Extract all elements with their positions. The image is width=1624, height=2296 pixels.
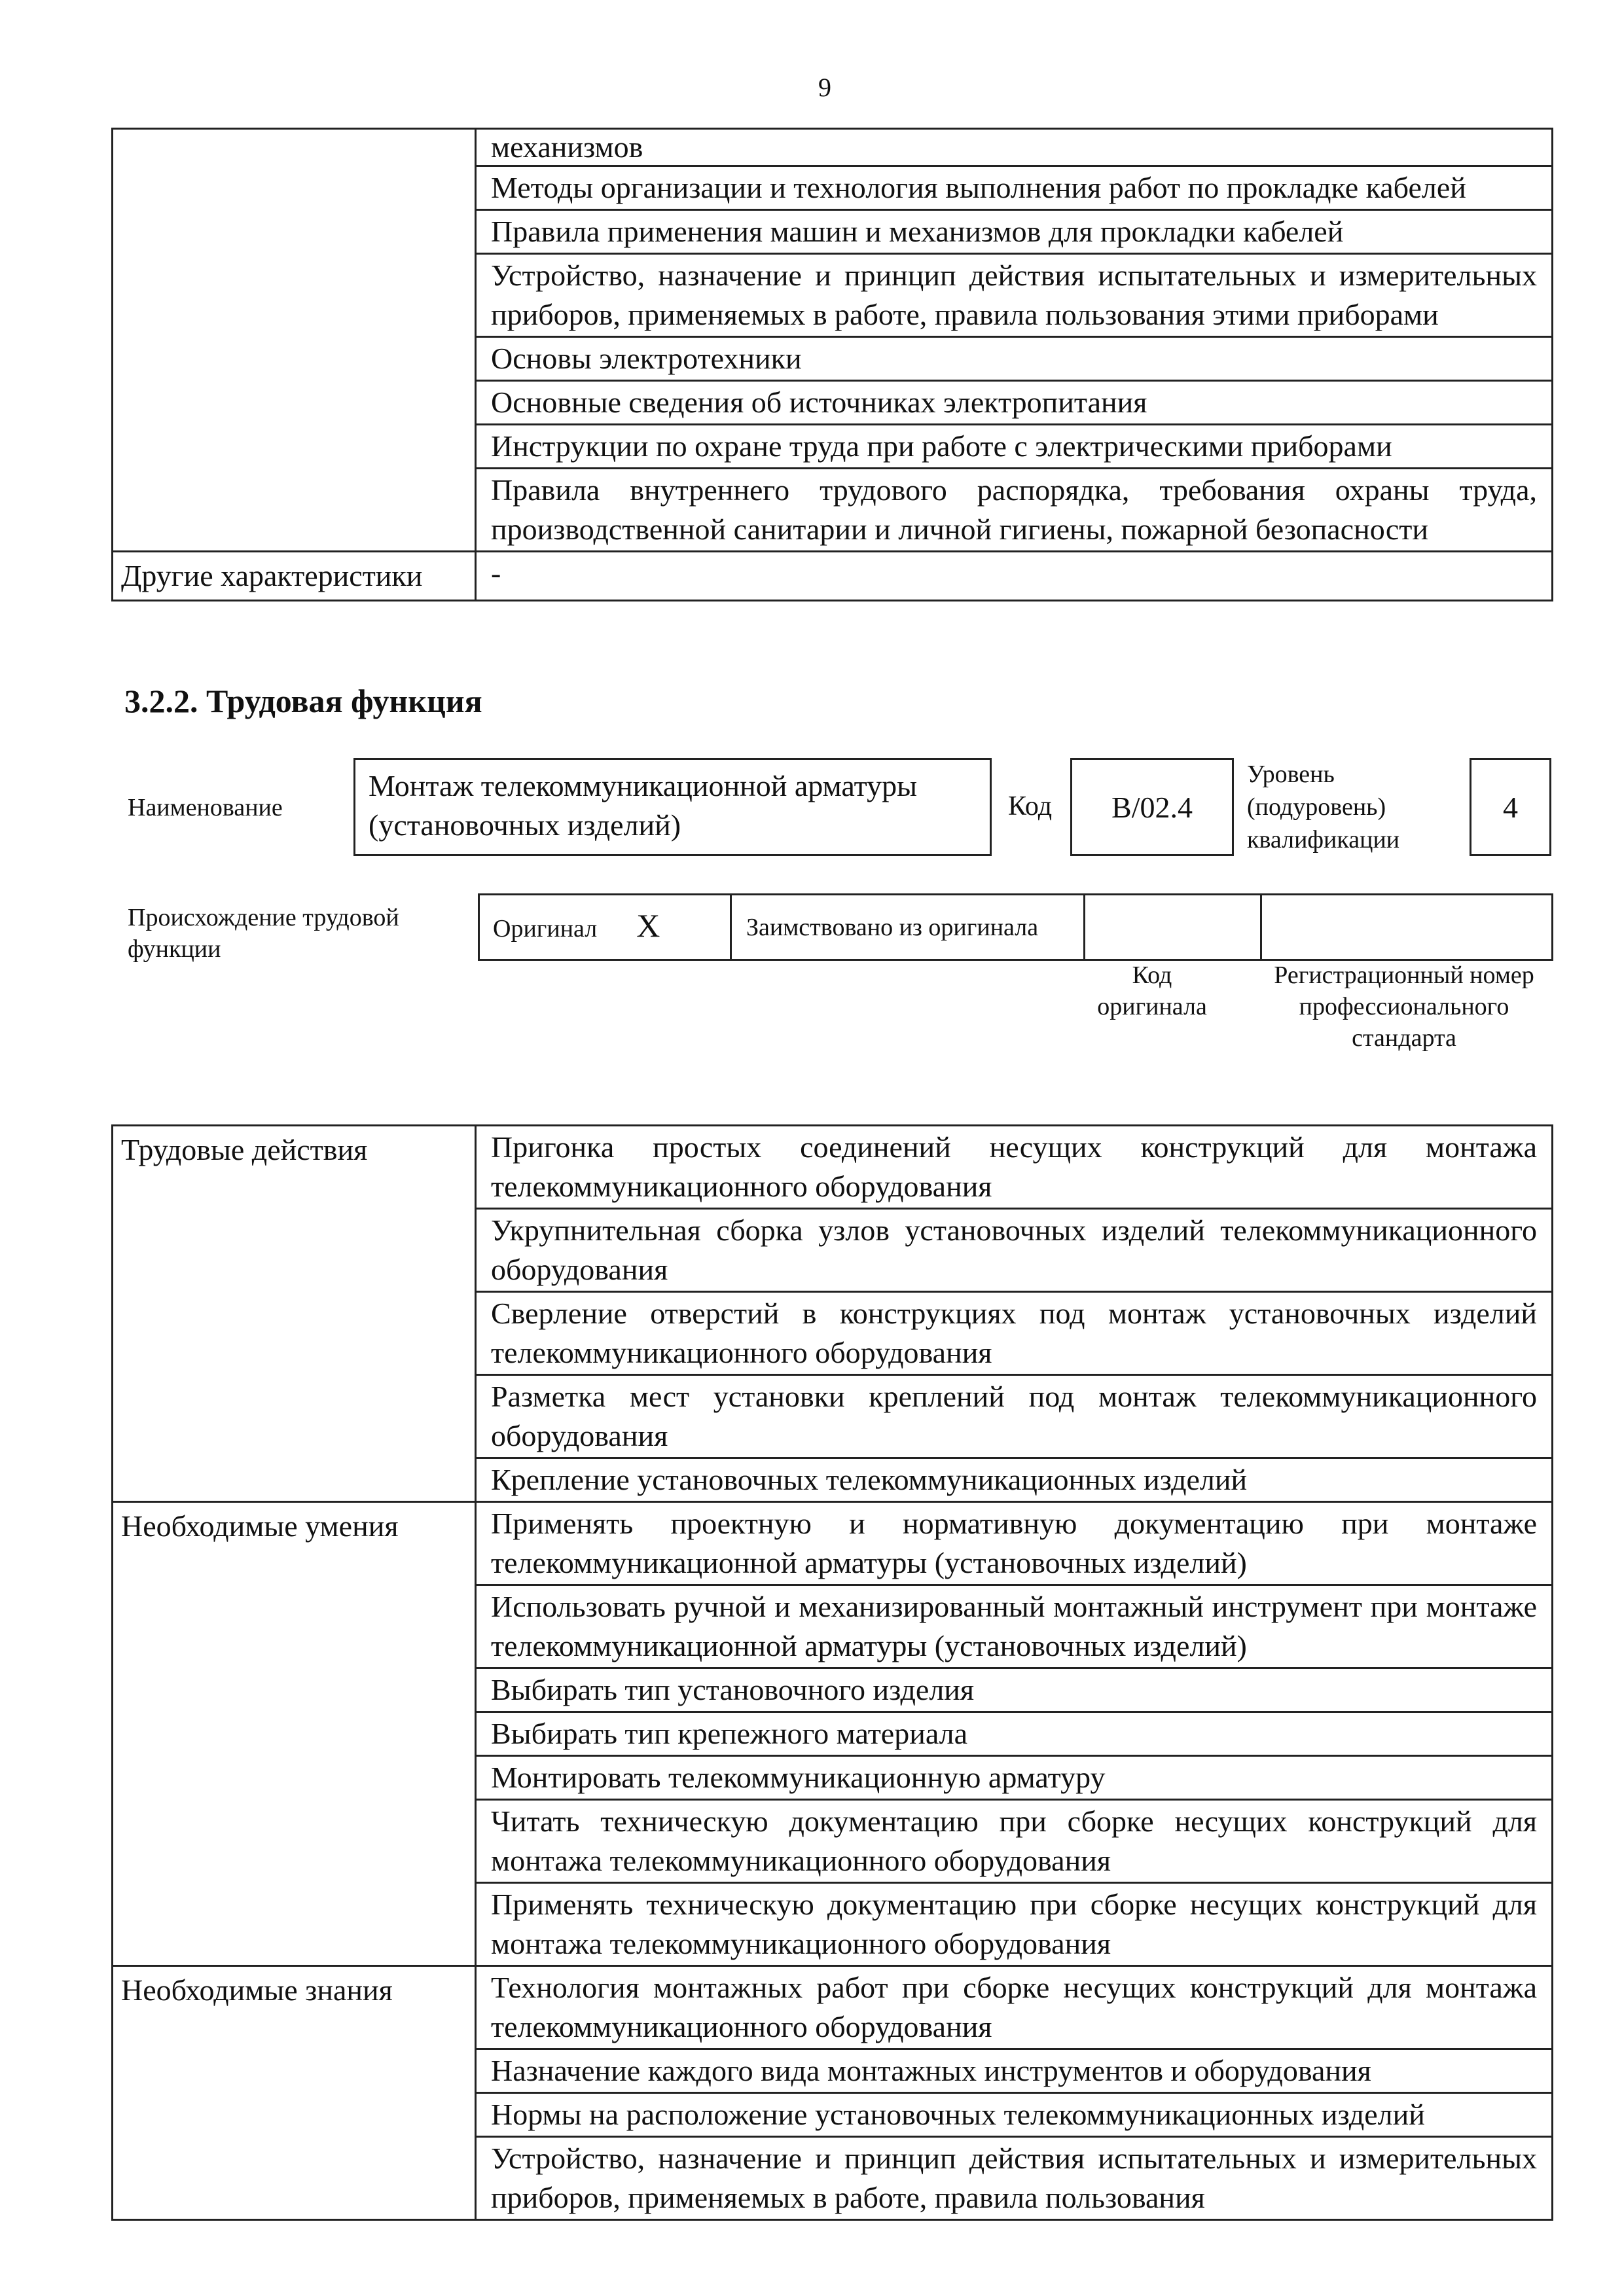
knowledge-item: Основы электротехники [476,337,1553,381]
knowledge-item: Устройство, назначение и принцип действия испытательных и измерительных приборов, применяемых в работе, правила пользования этими приборами [476,254,1553,337]
knowledge-item: Правила внутреннего трудового распорядка, требования охраны труда, производственной санитарии и личной гигиены, пожарной безопасности [476,469,1553,552]
function-code-box [1070,758,1234,856]
skill-item: Выбирать тип установочного изделия [476,1668,1553,1712]
origin-label: Происхождение трудовой функции [128,904,399,963]
other-characteristics-value: - [476,552,1553,601]
labor-action-item: Разметка мест установки креплений под монтаж телекоммуникационного оборудования [476,1375,1553,1458]
skill-item: Применять техническую документацию при сборке несущих конструкций для монтажа телекоммуникационного оборудования [476,1883,1553,1966]
page-number: 9 [818,73,831,102]
table-row [479,895,1553,960]
labor-action-item: Крепление установочных телекоммуникационных изделий [476,1458,1553,1502]
table-row [113,129,1553,166]
original-cell [479,895,731,960]
function-code-value: B/02.4 [1111,790,1193,824]
other-characteristics-label: Другие характеристики [113,552,476,601]
skill-item: Читать техническую документацию при сборке несущих конструкций для монтажа телекоммуникационного оборудования [476,1800,1553,1883]
original-code-caption: Код оригинала [1097,961,1207,1020]
registration-number-caption: Регистрационный номер профессионального стандарта [1274,961,1534,1052]
original-mark: X [636,907,660,944]
skill-item: Применять проектную и нормативную документацию при монтаже телекоммуникационной арматуры (установочных изделий) [476,1502,1553,1585]
original-label: Оригинал [493,915,598,942]
knowledge-item: Нормы на расположение установочных телекоммуникационных изделий [476,2093,1553,2137]
knowledge-item: механизмов [476,129,1553,166]
labor-action-item: Укрупнительная сборка узлов установочных изделий телекоммуникационного оборудования [476,1209,1553,1292]
labor-function-table [111,1124,1553,2221]
knowledge-item: Методы организации и технология выполнения работ по прокладке кабелей [476,166,1553,210]
knowledge-item: Устройство, назначение и принцип действия испытательных и измерительных приборов, применяемых в работе, правила пользования [476,2137,1553,2220]
labor-action-item: Сверление отверстий в конструкциях под монтаж установочных изделий телекоммуникационного оборудования [476,1292,1553,1375]
table-row [113,1502,1553,1585]
table-row [113,1126,1553,1209]
original-code-cell [1085,895,1261,960]
skill-item: Выбирать тип крепежного материала [476,1712,1553,1756]
knowledge-item: Инструкции по охране труда при работе с электрическими приборами [476,425,1553,469]
empty-label-cell [113,129,476,552]
qualification-level-box [1470,758,1551,856]
knowledge-item: Правила применения машин и механизмов для прокладки кабелей [476,210,1553,254]
name-label: Наименование [128,794,283,821]
knowledge-item: Основные сведения об источниках электропитания [476,381,1553,425]
table-row [113,552,1553,601]
qualification-level-label: Уровень (подуровень) квалификации [1247,761,1400,853]
required-skills-label: Необходимые умения [113,1502,476,1966]
origin-table [478,893,1553,961]
qualification-level-value: 4 [1503,790,1518,824]
knowledge-item: Технология монтажных работ при сборке несущих конструкций для монтажа телекоммуникационного оборудования [476,1966,1553,2049]
function-name-box: Монтаж телекоммуникационной арматуры (установочных изделий) [353,758,992,856]
table-row [113,1966,1553,2049]
section-title: 3.2.2. Трудовая функция [124,683,482,719]
required-knowledge-label: Необходимые знания [113,1966,476,2220]
knowledge-item: Назначение каждого вида монтажных инструментов и оборудования [476,2049,1553,2093]
skill-item: Монтировать телекоммуникационную арматуру [476,1756,1553,1800]
borrowed-cell: Заимствовано из оригинала [731,895,1085,960]
code-label: Код [1008,791,1053,821]
registration-number-cell [1261,895,1553,960]
skill-item: Использовать ручной и механизированный монтажный инструмент при монтаже телекоммуникационной арматуры (установочных изделий) [476,1585,1553,1668]
previous-knowledge-table [111,128,1553,601]
labor-actions-label: Трудовые действия [113,1126,476,1502]
labor-action-item: Пригонка простых соединений несущих конструкций для монтажа телекоммуникационного оборудования [476,1126,1553,1209]
